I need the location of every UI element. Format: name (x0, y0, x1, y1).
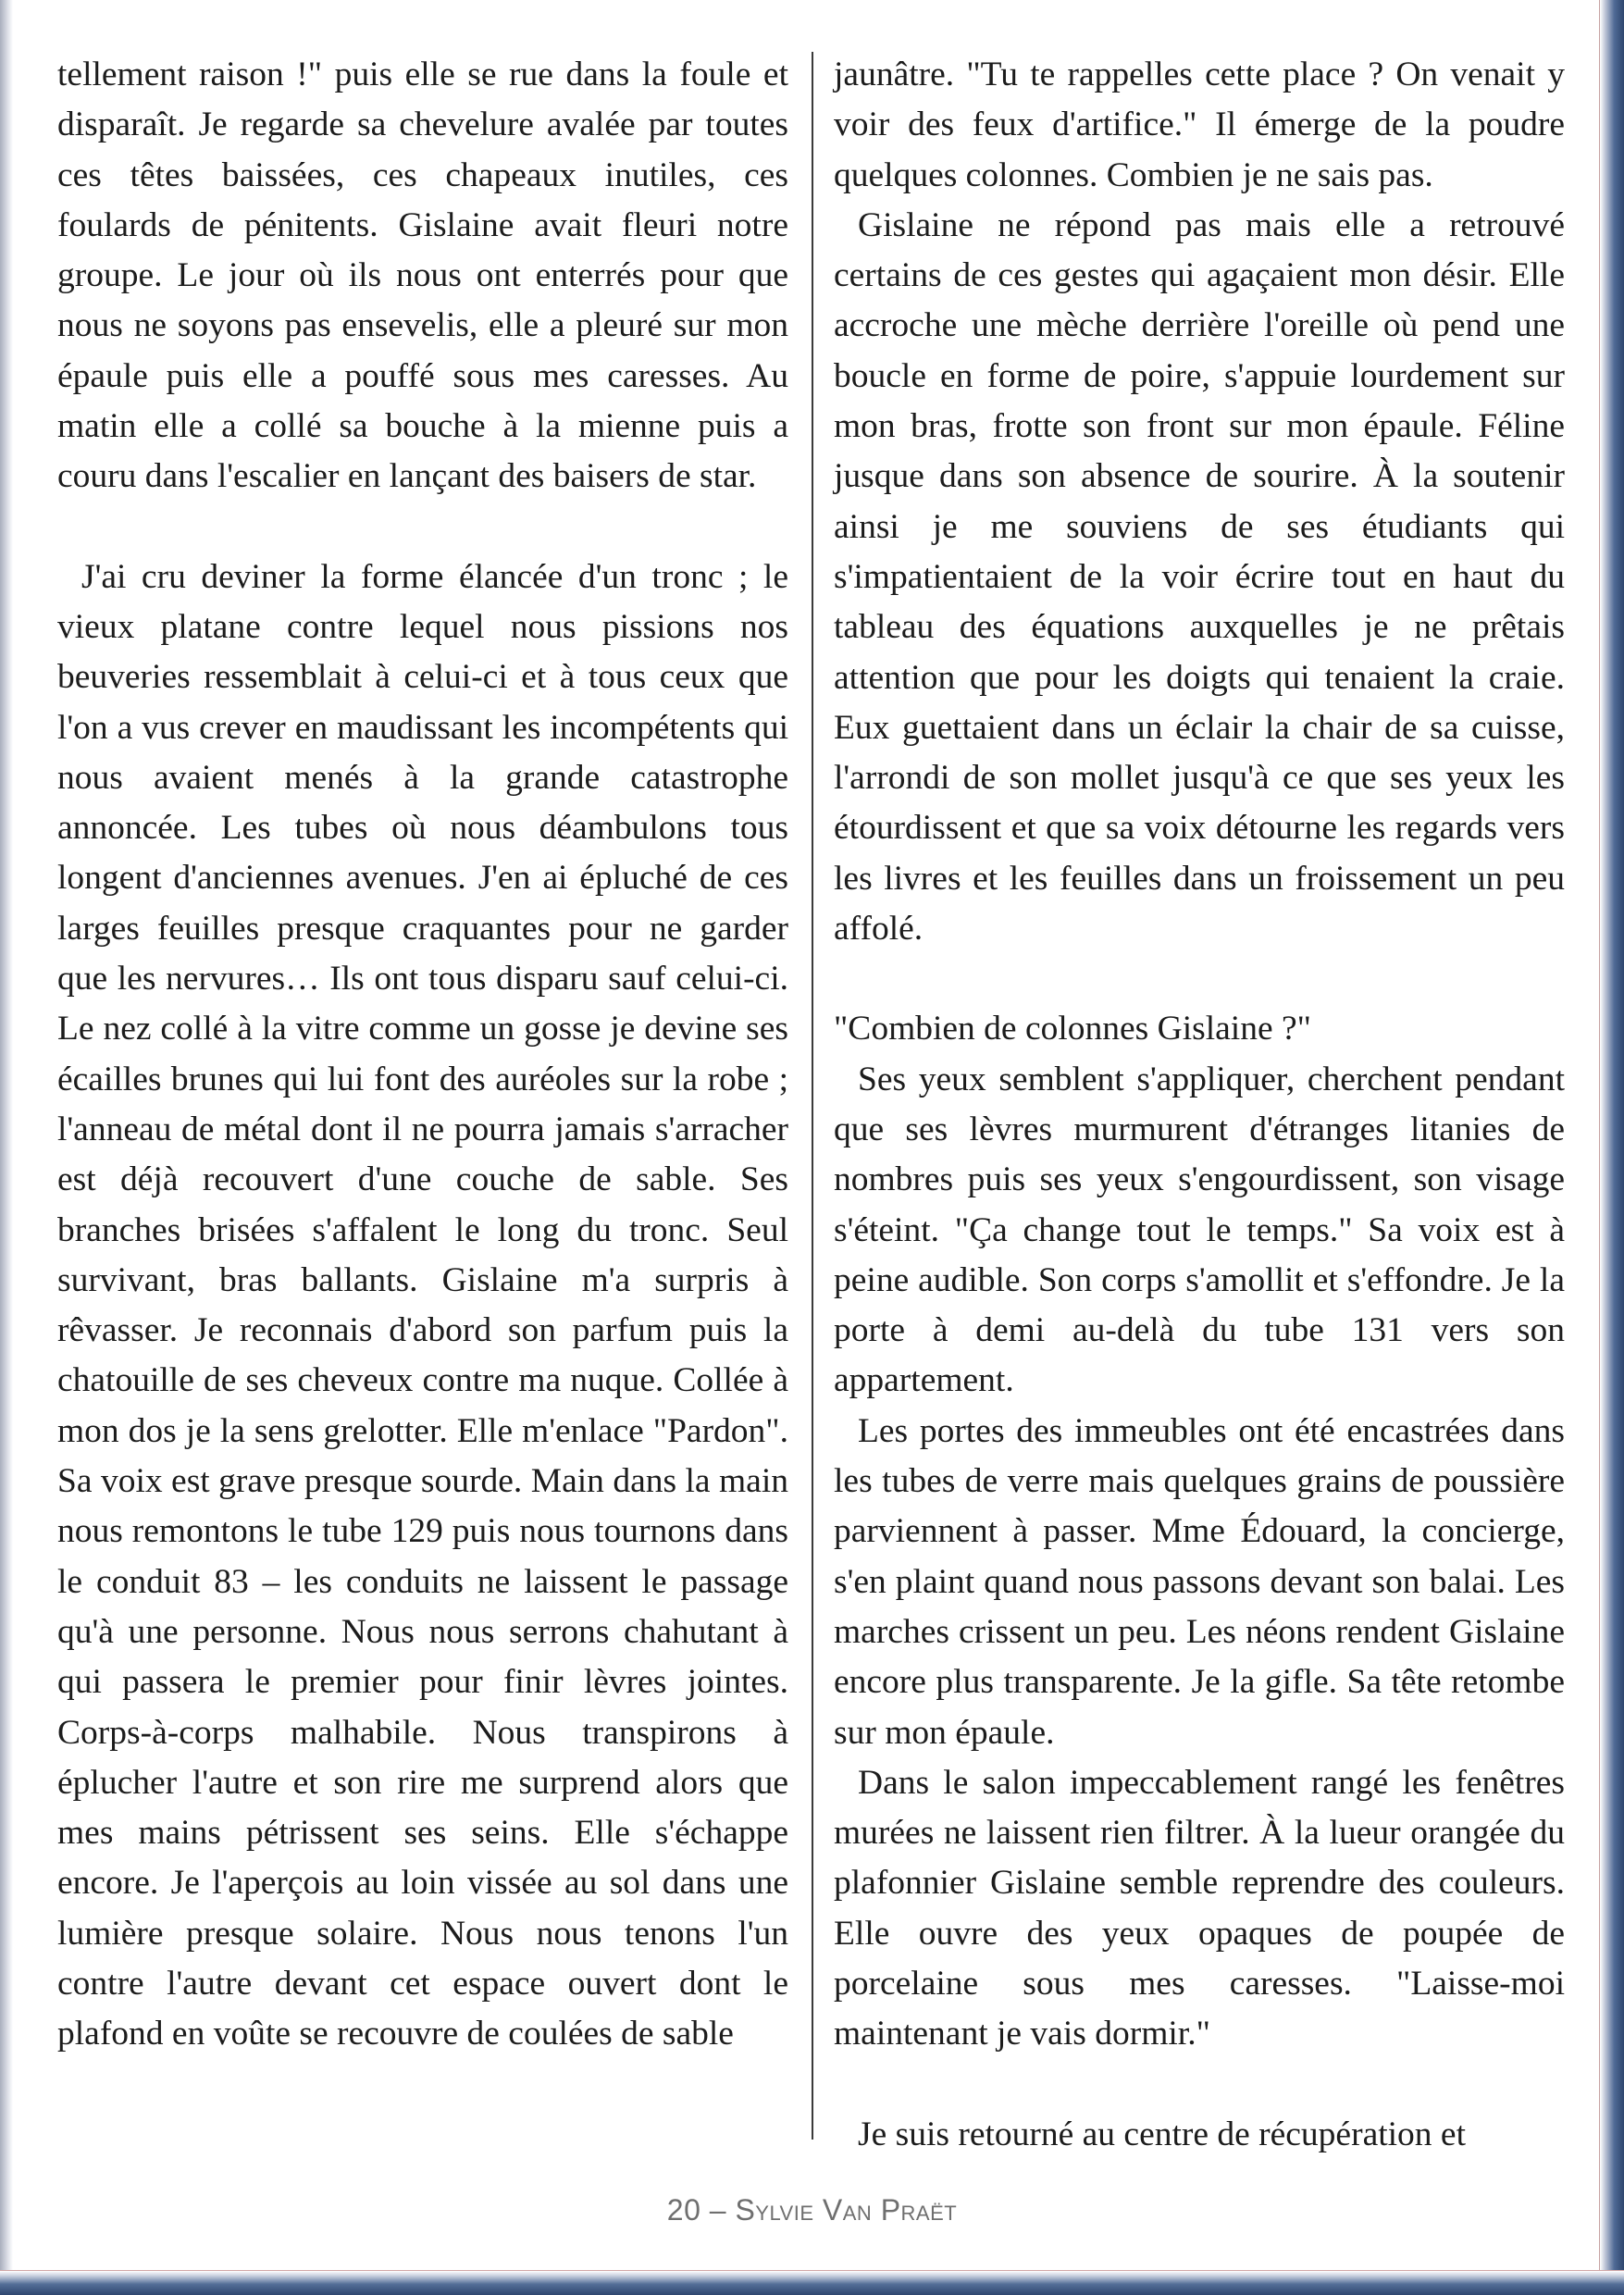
page-edge-bottom-accent (0, 2270, 1624, 2273)
author-name: Sylvie Van Praët (735, 2193, 958, 2227)
paragraph: Les portes des immeubles ont été encastrées dans les tubes de verre mais quelques grains de poussière parviennent à passer. Mme Édouard, la concierge, s'en plaint quand nous passons devant son balai. Les marches crissent un peu. Les néons rendent Gislaine encore plus transparente. Je la gifle. Sa tête retombe sur mon épaule. (834, 1411, 1565, 1752)
column-divider (812, 52, 813, 2140)
paragraph: Ses yeux semblent s'appliquer, cherchent pendant que ses lèvres murmurent d'étranges litanies de nombres puis ses yeux s'engourdissent, son visage s'éteint. "Ça change tout le temps." Sa voix est à peine audible. Son corps s'amollit et s'effondre. Je la porte à demi au-delà du tube 131 vers son appartement. (834, 1060, 1565, 1400)
page-edge-right (1600, 0, 1624, 2295)
page-number: 20 (666, 2193, 701, 2227)
paragraph: Je suis retourné au centre de récupération et (858, 2115, 1466, 2153)
left-column (57, 50, 788, 2060)
paragraph: jaunâtre. "Tu te rappelles cette place ? On venait y voir des feux d'artifice." Il émerge de la poudre quelques colonnes. Combien je ne sais pas. (834, 56, 1565, 194)
paragraph: J'ai cru deviner la forme élancée d'un tronc ; le vieux platane contre lequel nous pissions nos beuveries ressemblait à celui-ci et à tous ceux que l'on a vus crever en maudissant les incompétents qui nous avaient menés à la grande catastrophe annoncée. Les tubes où nous déambulons tous longent d'anciennes avenues. J'en ai épluché de ces larges feuilles presque craquantes pour ne garder que les nervures… Ils ont tous disparu sauf celui-ci. Le nez collé à la vitre comme un gosse je devine ses écailles brunes qui lui font des auréoles sur la robe ; l'anneau de métal dont il ne pourra jamais s'arracher est déjà recouvert d'une couche de sable. Ses branches brisées s'affalent le long du tronc. Seul survivant, bras ballants. Gislaine m'a surpris à rêvasser. Je reconnais d'abord son parfum puis la chatouille de ses cheveux contre ma nuque. Collée à mon dos je la sens grelotter. Elle m'enlace "Pardon". Sa voix est grave presque sourde. Main dans la main nous remontons le tube 129 puis nous tournons dans le conduit 83 – les conduits ne laissent le passage qu'à une personne. Nous nous serrons chahutant à qui passera le premier pour finir lèvres jointes. Corps-à-corps malhabile. Nous transpirons à éplucher l'autre et son rire me surprend alors que mes mains pétrissent ses seins. Elle s'échappe encore. Je l'aperçois au loin vissée au sol dans une lumière presque solaire. Nous nous tenons l'un contre l'autre devant cet espace ouvert dont le plafond en voûte se recouvre de coulées de sable (57, 557, 788, 2053)
page-edge-right-accent (1599, 0, 1602, 2295)
page-edge-left (0, 0, 13, 2295)
paragraph: tellement raison !" puis elle se rue dans la foule et disparaît. Je regarde sa chevelure avalée par toutes ces têtes baissées, ces chapeaux inutiles, ces foulards de pénitents. Gislaine avait fleuri notre groupe. Le jour où ils nous ont enterrés pour que nous ne soyons pas ensevelis, elle a pleuré sur mon épaule puis elle a pouffé sous mes caresses. Au matin elle a collé sa bouche à la mienne puis a couru dans l'escalier en lançant des baisers de star. (57, 56, 788, 496)
dialogue-line: "Combien de colonnes Gislaine ?" (834, 1010, 1311, 1048)
page-edge-bottom (0, 2271, 1624, 2295)
right-column (834, 50, 1565, 2160)
paragraph: Dans le salon impeccablement rangé les fenêtres murées ne laissent rien filtrer. À la lueur orangée du plafonnier Gislaine semble reprendre des couleurs. Elle ouvre des yeux opaques de poupée de porcelaine sous mes caresses. "Laisse-moi maintenant je vais dormir." (834, 1763, 1565, 2053)
footer-separator: – (709, 2193, 727, 2227)
paragraph: Gislaine ne répond pas mais elle a retrouvé certains de ces gestes qui agaçaient mon désir. Elle accroche une mèche derrière l'oreille où pend une boucle en forme de poire, s'appuie lourdement sur mon bras, frotte son front sur mon épaule. Féline jusque dans son absence de sourire. À la soutenir ainsi je me souviens de ses étudiants qui s'impatientaient de la voir écrire tout en haut du tableau des équations auxquelles je ne prêtais attention que pour les doigts qui tenaient la craie. Eux guettaient dans un éclair la chair de sa cuisse, l'arrondi de son mollet jusqu'à ce que ses yeux les étourdissent et que sa voix détourne les regards vers les livres et les feuilles dans un froissement un peu affolé. (834, 205, 1565, 949)
page-footer (0, 2193, 1624, 2227)
